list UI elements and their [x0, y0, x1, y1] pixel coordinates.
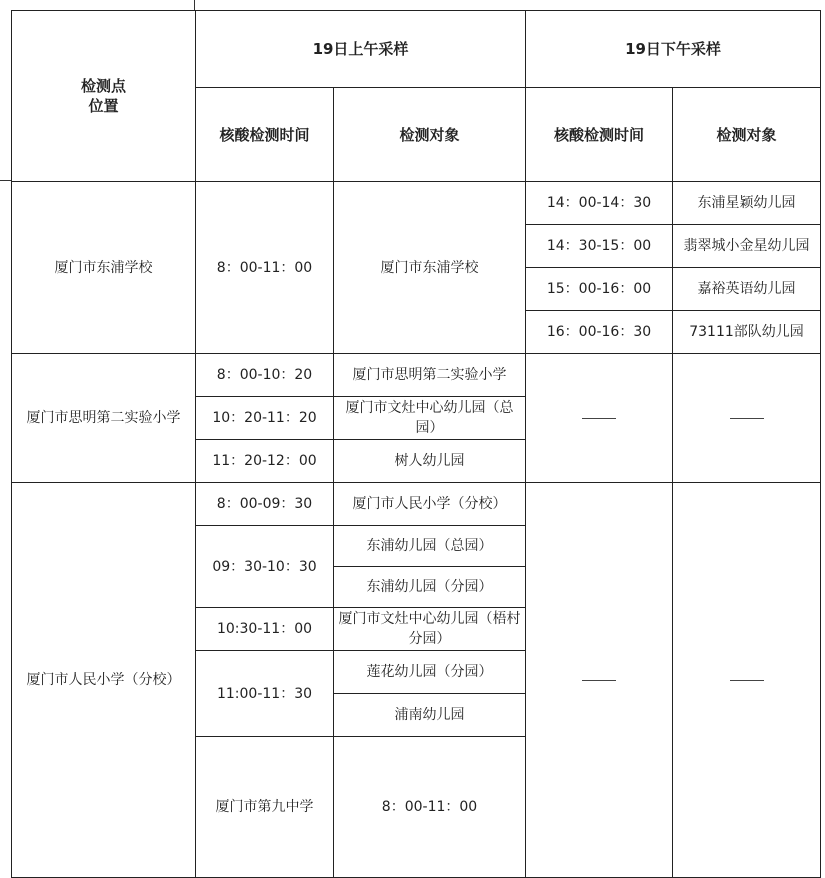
pm-target: 东浦星颖幼儿园	[673, 182, 821, 225]
pm-time: 14：30-15：00	[526, 225, 673, 268]
pm-target: 翡翠城小金星幼儿园	[673, 225, 821, 268]
morning-header: 19日上午采样	[196, 11, 526, 88]
am-target: 厦门市文灶中心幼儿园（总园）	[334, 397, 526, 440]
pm-target: 73111部队幼儿园	[673, 311, 821, 354]
am-time: 11：20-12：00	[196, 440, 334, 483]
am-time: 8：00-11：00	[334, 737, 526, 878]
am-target: 厦门市人民小学（分校）	[334, 483, 526, 526]
am-target: 厦门市文灶中心幼儿园（梧村分园）	[334, 608, 526, 651]
top-edge-line	[194, 0, 195, 10]
pm-time-column-header: 核酸检测时间	[526, 88, 673, 182]
pm-target-column-header: 检测对象	[673, 88, 821, 182]
pm-time-empty	[526, 483, 673, 878]
pm-time: 14：00-14：30	[526, 182, 673, 225]
dash-placeholder	[730, 680, 764, 681]
pm-time: 15：00-16：00	[526, 268, 673, 311]
dash-placeholder	[730, 418, 764, 419]
am-time: 11:00-11：30	[196, 651, 334, 737]
am-time: 8：00-09：30	[196, 483, 334, 526]
am-time: 10：20-11：20	[196, 397, 334, 440]
pm-target: 嘉裕英语幼儿园	[673, 268, 821, 311]
am-target-column-header: 检测对象	[334, 88, 526, 182]
afternoon-header: 19日下午采样	[526, 11, 821, 88]
am-target: 东浦幼儿园（总园）	[334, 526, 526, 567]
am-target: 厦门市思明第二实验小学	[334, 354, 526, 397]
site-name: 厦门市东浦学校	[12, 182, 196, 354]
am-target: 浦南幼儿园	[334, 694, 526, 737]
am-time: 10:30-11：00	[196, 608, 334, 651]
am-target: 树人幼儿园	[334, 440, 526, 483]
dash-placeholder	[582, 680, 616, 681]
location-header: 检测点 位置	[12, 11, 196, 182]
left-edge-line	[0, 180, 11, 181]
site-name: 厦门市思明第二实验小学	[12, 354, 196, 483]
am-target: 东浦幼儿园（分园）	[334, 567, 526, 608]
am-target: 厦门市东浦学校	[334, 182, 526, 354]
am-time: 8：00-11：00	[196, 182, 334, 354]
site-name: 厦门市第九中学	[196, 737, 334, 878]
pm-time: 16：00-16：30	[526, 311, 673, 354]
pm-time-empty	[526, 354, 673, 483]
pm-target-empty	[673, 354, 821, 483]
dash-placeholder	[582, 418, 616, 419]
sampling-schedule-table	[11, 10, 821, 878]
am-time: 8：00-10：20	[196, 354, 334, 397]
site-name: 厦门市人民小学（分校）	[12, 483, 196, 878]
am-target: 莲花幼儿园（分园）	[334, 651, 526, 694]
am-time-column-header: 核酸检测时间	[196, 88, 334, 182]
pm-target-empty	[673, 483, 821, 878]
am-time: 09：30-10：30	[196, 526, 334, 608]
